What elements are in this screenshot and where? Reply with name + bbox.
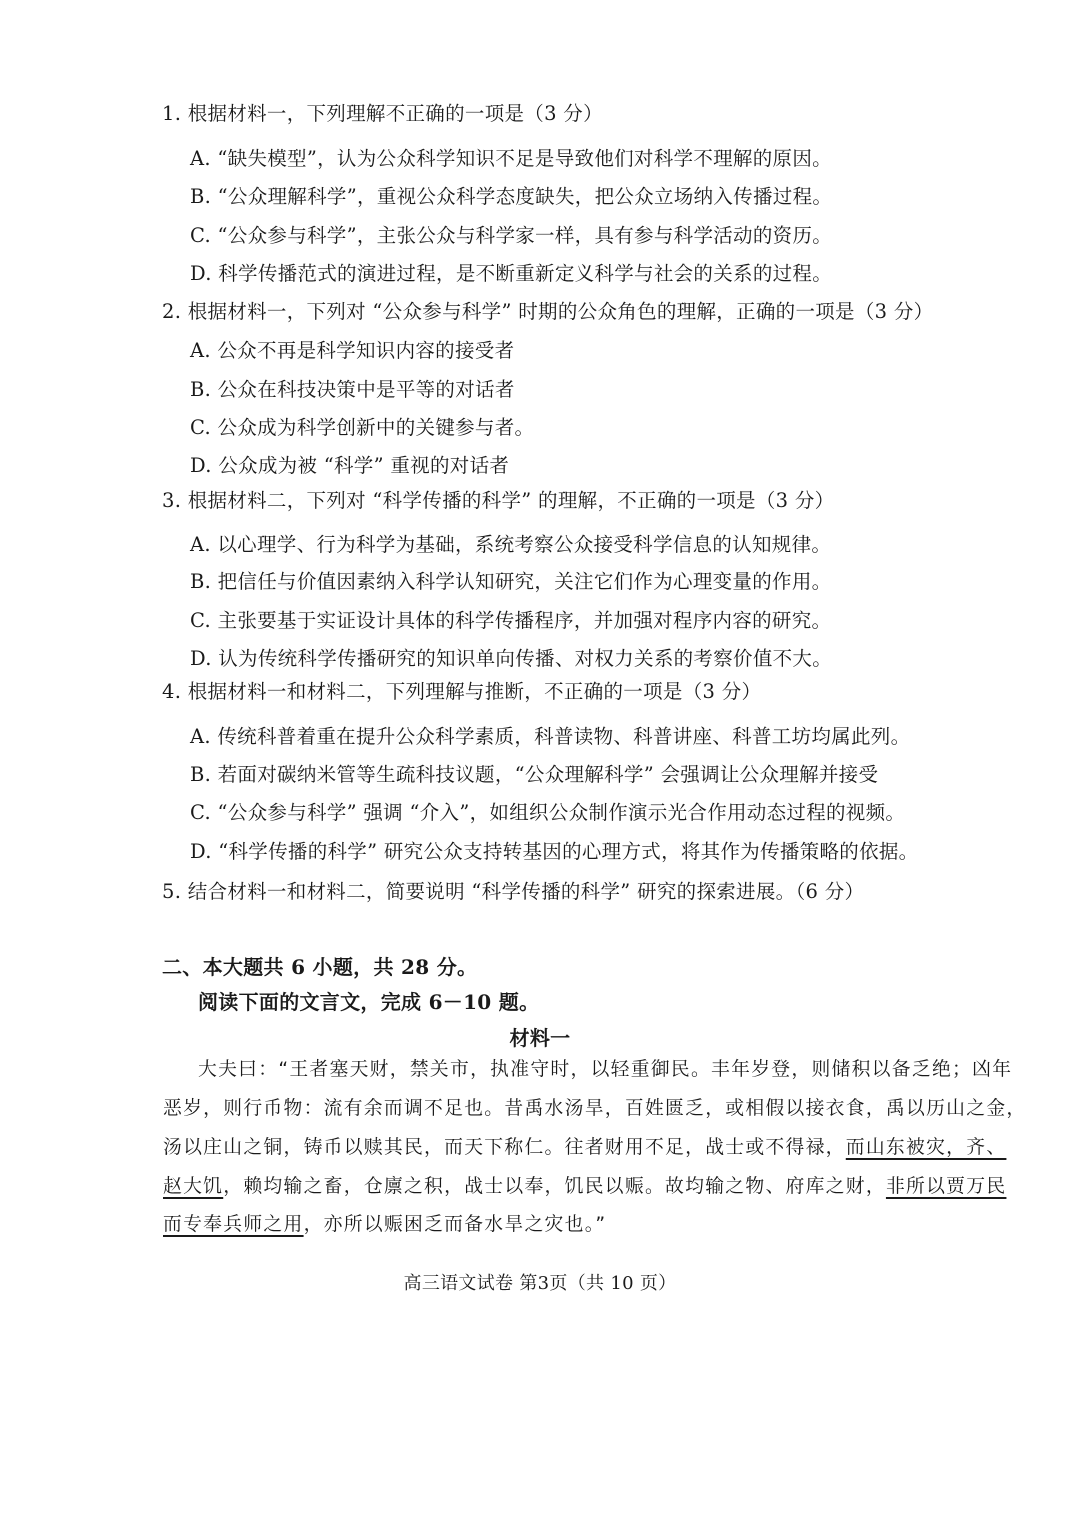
question-2-option-a: A. 公众不再是科学知识内容的接受者 — [190, 339, 515, 362]
question-1-option-a: A. “缺失模型”，认为公众科学知识不足是导致他们对科学不理解的原因。 — [190, 147, 832, 170]
underlined-phrase: 非所以贾万民 — [885, 1176, 1007, 1197]
question-3-option-d: D. 认为传统科学传播研究的知识单向传播、对权力关系的考察价值不大。 — [190, 647, 833, 670]
question-1-stem: 1. 根据材料一，下列理解不正确的一项是（3 分） — [162, 102, 603, 125]
question-1-option-c: C. “公众参与科学”，主张公众与科学家一样，具有参与科学活动的资历。 — [190, 224, 833, 247]
material-title: 材料一 — [509, 1026, 571, 1050]
passage-line-5 — [163, 1212, 606, 1238]
passage-line-1: 大夫曰：“王者塞天财，禁关市，执准守时，以轻重御民。丰年岁登，则储积以备乏绝；凶年 — [198, 1059, 1013, 1080]
question-4-stem: 4. 根据材料一和材料二，下列理解与推断，不正确的一项是（3 分） — [162, 680, 762, 703]
question-5-stem: 5. 结合材料一和材料二，简要说明 “科学传播的科学” 研究的探索进展。（6 分） — [162, 880, 865, 903]
underlined-phrase: 赵大饥 — [163, 1176, 224, 1197]
question-3-option-b: B. 把信任与价值因素纳入科学认知研究，关注它们作为心理变量的作用。 — [190, 570, 832, 593]
passage-text: ，亦所以赈困乏而备水旱之灾也。” — [303, 1214, 607, 1235]
underlined-phrase: 而山东被灾，齐、 — [845, 1137, 1007, 1158]
question-3-option-a: A. 以心理学、行为科学为基础，系统考察公众接受科学信息的认知规律。 — [190, 533, 832, 556]
passage-text: ，赖均输之畜，仓廪之积，战士以奉，饥民以赈。故均输之物、府库之财， — [223, 1176, 886, 1197]
question-2-option-d: D. 公众成为被 “科学” 重视的对话者 — [190, 454, 510, 477]
page-footer: 高三语文试卷 第3页（共 10 页） — [403, 1273, 677, 1294]
section-2-instruction: 阅读下面的文言文，完成 6－10 题。 — [198, 990, 540, 1014]
question-2-option-b: B. 公众在科技决策中是平等的对话者 — [190, 378, 515, 401]
passage-line-2: 恶岁，则行币物：流有余而调不足也。昔禹水汤旱，百姓匮乏，或相假以接衣食，禹以历山之金， — [163, 1098, 1027, 1119]
question-3-stem: 3. 根据材料二，下列对 “科学传播的科学” 的理解，不正确的一项是（3 分） — [162, 489, 835, 512]
question-4-option-d: D. “科学传播的科学” 研究公众支持转基因的心理方式，将其作为传播策略的依据。 — [190, 840, 919, 863]
passage-text: 汤以庄山之铜，铸币以赎其民，而天下称仁。往者财用不足，战士或不得禄， — [163, 1137, 846, 1158]
question-1-option-d: D. 科学传播范式的演进过程，是不断重新定义科学与社会的关系的过程。 — [190, 262, 833, 285]
passage-line-3 — [163, 1135, 1006, 1161]
question-2-option-c: C. 公众成为科学创新中的关键参与者。 — [190, 416, 535, 439]
underlined-phrase: 而专奉兵师之用 — [163, 1214, 304, 1235]
question-4-option-a: A. 传统科普着重在提升公众科学素质，科普读物、科普讲座、科普工坊均属此列。 — [190, 725, 911, 748]
question-4-option-b: B. 若面对碳纳米管等生疏科技议题，“公众理解科学” 会强调让公众理解并接受 — [190, 763, 879, 786]
question-4-option-c: C. “公众参与科学” 强调 “介入”，如组织公众制作演示光合作用动态过程的视频。 — [190, 801, 906, 824]
section-2-heading: 二、本大题共 6 小题，共 28 分。 — [162, 955, 478, 979]
question-2-stem: 2. 根据材料一，下列对 “公众参与科学” 时期的公众角色的理解，正确的一项是（3 分） — [162, 300, 934, 323]
question-3-option-c: C. 主张要基于实证设计具体的科学传播程序，并加强对程序内容的研究。 — [190, 609, 832, 632]
passage-line-4 — [163, 1174, 1006, 1200]
question-1-option-b: B. “公众理解科学”，重视公众科学态度缺失，把公众立场纳入传播过程。 — [190, 185, 833, 208]
